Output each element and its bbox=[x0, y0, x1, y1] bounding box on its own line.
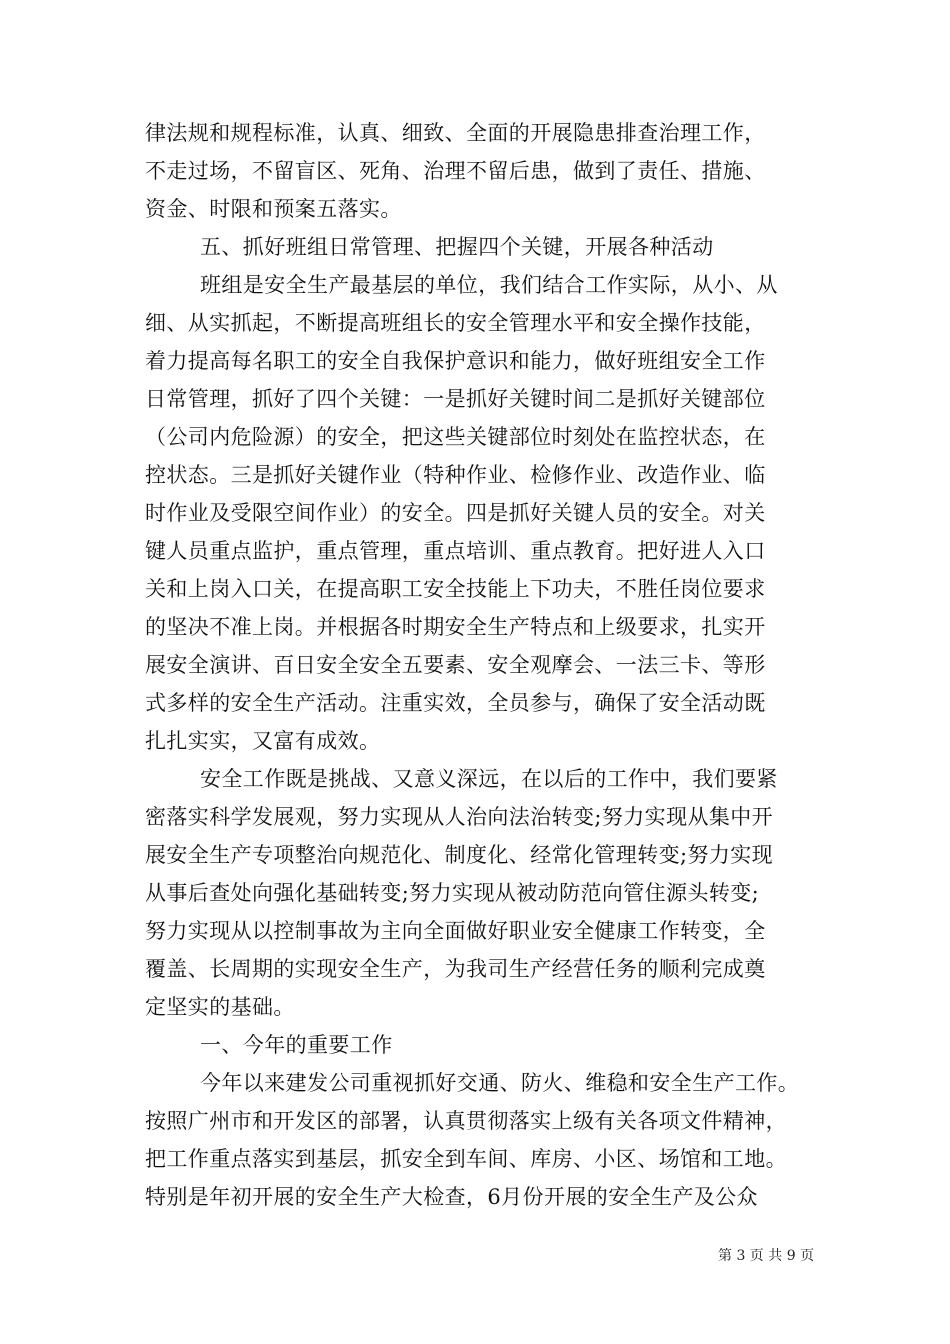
page-number: 第 3 页 共 9 页 bbox=[718, 1248, 815, 1264]
text-line: 今年以来建发公司重视抓好交通、防火、维稳和安全生产工作。 bbox=[200, 1071, 800, 1095]
text-line: 不走过场，不留盲区、死角、治理不留后患，做到了责任、措施、 bbox=[145, 159, 766, 183]
text-line: 密落实科学发展观，努力实现从人治向法治转变;努力实现从集中开 bbox=[145, 805, 774, 829]
text-line: 细、从实抓起，不断提高班组长的安全管理水平和安全操作技能， bbox=[145, 311, 766, 335]
text-line: 从事后查处向强化基础转变;努力实现从被动防范向管住源头转变; bbox=[145, 881, 760, 905]
text-line: 的坚决不准上岗。并根据各时期安全生产特点和上级要求，扎实开 bbox=[145, 615, 766, 639]
text-line: 键人员重点监护，重点管理，重点培训、重点教育。把好进人入口 bbox=[145, 539, 766, 563]
text-line: 关和上岗入口关，在提高职工安全技能上下功夫，不胜任岗位要求 bbox=[145, 577, 766, 601]
text-line: （公司内危险源）的安全，把这些关键部位时刻处在监控状态，在 bbox=[145, 425, 766, 449]
text-line: 班组是安全生产最基层的单位，我们结合工作实际，从小、从 bbox=[200, 273, 778, 297]
text-line: 按照广州市和开发区的部署，认真贯彻落实上级有关各项文件精神， bbox=[145, 1109, 787, 1133]
text-line: 定坚实的基础。 bbox=[145, 995, 295, 1019]
section-heading: 五、抓好班组日常管理、把握四个关键，开展各种活动 bbox=[200, 235, 714, 259]
text-line: 资金、时限和预案五落实。 bbox=[145, 197, 402, 221]
text-line: 控状态。三是抓好关键作业（特种作业、检修作业、改造作业、临 bbox=[145, 463, 766, 487]
text-line: 把工作重点落实到基层，抓安全到车间、库房、小区、场馆和工地。 bbox=[145, 1147, 787, 1171]
text-line: 覆盖、长周期的实现安全生产，为我司生产经营任务的顺利完成奠 bbox=[145, 957, 766, 981]
text-line: 律法规和规程标准，认真、细致、全面的开展隐患排查治理工作， bbox=[145, 121, 766, 145]
text-line: 展安全演讲、百日安全安全五要素、安全观摩会、一法三卡、等形 bbox=[145, 653, 766, 677]
text-line: 展安全生产专项整治向规范化、制度化、经常化管理转变;努力实现 bbox=[145, 843, 774, 867]
text-line: 特别是年初开展的安全生产大检查，6月份开展的安全生产及公众 bbox=[145, 1185, 758, 1209]
section-heading: 一、今年的重要工作 bbox=[200, 1033, 393, 1057]
text-line: 日常管理，抓好了四个关键：一是抓好关键时间二是抓好关键部位 bbox=[145, 387, 766, 411]
text-line: 式多样的安全生产活动。注重实效，全员参与，确保了安全活动既 bbox=[145, 691, 766, 715]
text-line: 着力提高每名职工的安全自我保护意识和能力，做好班组安全工作 bbox=[145, 349, 766, 373]
text-line: 时作业及受限空间作业）的安全。四是抓好关键人员的安全。对关 bbox=[145, 501, 766, 525]
text-line: 扎扎实实，又富有成效。 bbox=[145, 729, 381, 753]
text-line: 努力实现从以控制事故为主向全面做好职业安全健康工作转变，全 bbox=[145, 919, 766, 943]
text-line: 安全工作既是挑战、又意义深远，在以后的工作中，我们要紧 bbox=[200, 767, 778, 791]
